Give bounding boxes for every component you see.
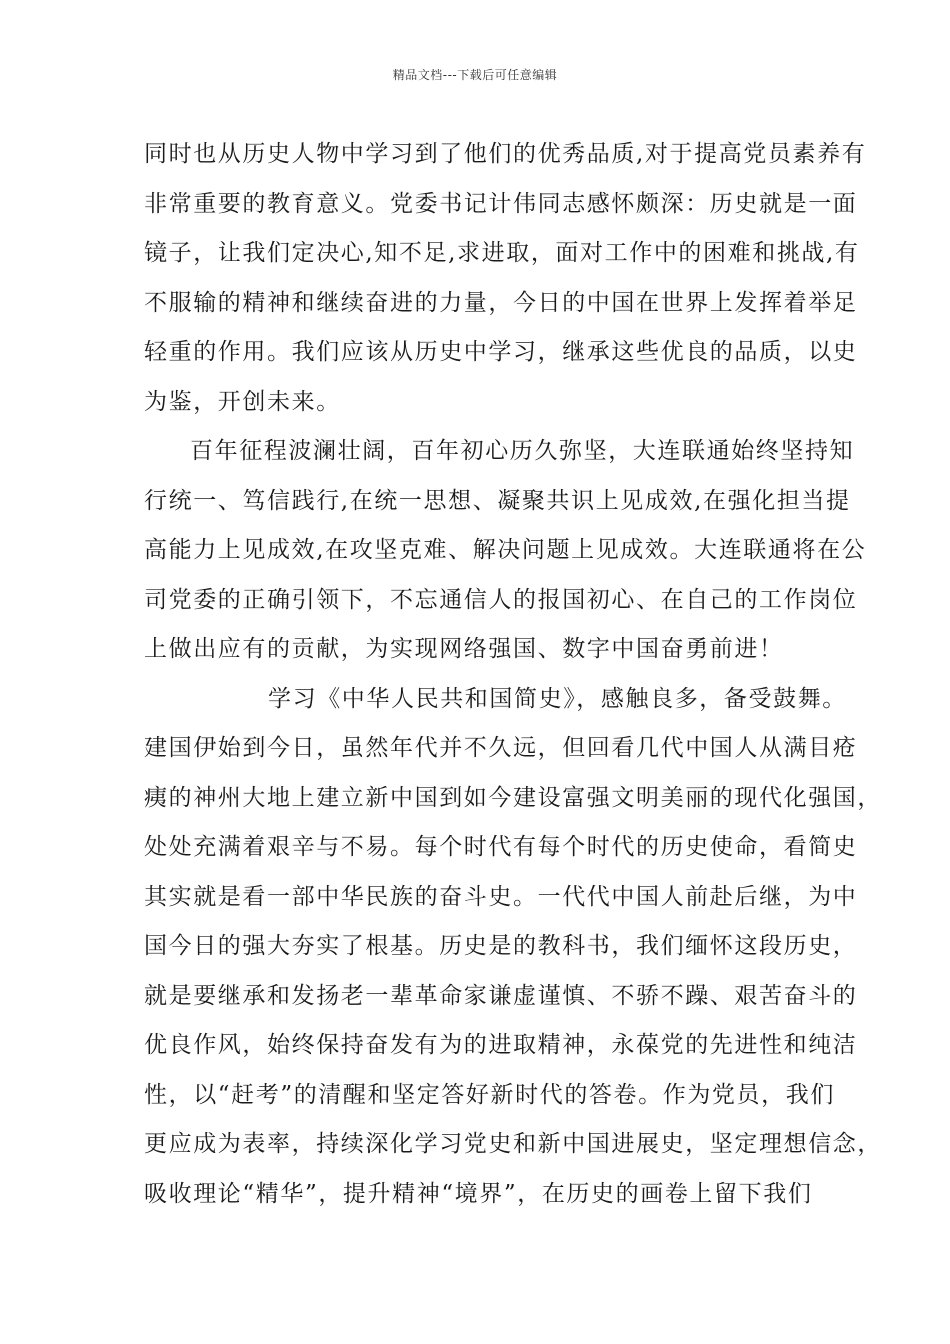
- paragraph-start-line: 学习《中华人民共和国简史》，感触良多，备受鼓舞。: [268, 685, 847, 712]
- text-line: 为鉴，开创未来。: [144, 388, 341, 415]
- text-line: 痍的神州大地上建立新中国到如今建设富强文明美丽的现代化强国，: [144, 784, 882, 811]
- text-line: 性，以“赶考”的清醒和坚定答好新时代的答卷。作为党员，我们: [144, 1081, 835, 1108]
- text-line: 其实就是看一部中华民族的奋斗史。一代代中国人前赴后继，为中: [144, 883, 858, 910]
- document-body: [144, 130, 882, 1219]
- text-line: 同时也从历史人物中学习到了他们的优秀品质,对于提高党员素养有: [144, 141, 867, 167]
- text-line: 上做出应有的贡献，为实现网络强国、数字中国奋勇前进！: [144, 636, 784, 662]
- text-line: 镜子，让我们定决心,知不足,求进取，面对工作中的困难和挑战,有: [144, 240, 860, 266]
- text-line: 建国伊始到今日，虽然年代并不久远，但回看几代中国人从满目疮: [144, 735, 858, 761]
- text-line: 行统一、笃信践行,在统一思想、凝聚共识上见成效,在强化担当提: [144, 487, 851, 514]
- paragraph-start-line: 百年征程波澜壮阔，百年初心历久弥坚，大连联通始终坚持知: [190, 438, 855, 464]
- text-line: 处处充满着艰辛与不易。每个时代有每个时代的历史使命，看简史: [144, 834, 858, 860]
- text-line: 不服输的精神和继续奋进的力量，今日的中国在世界上发挥着举足: [144, 289, 858, 316]
- page-header: 精品文档---下载后可任意编辑: [392, 68, 558, 82]
- text-line: 司党委的正确引领下，不忘通信人的报国初心、在自己的工作岗位: [144, 586, 858, 613]
- text-line: 吸收理论“精华”，提升精神“境界”，在历史的画卷上留下我们: [144, 1180, 813, 1207]
- text-line: 高能力上见成效,在攻坚克难、解决问题上见成效。大连联通将在公: [144, 537, 867, 563]
- text-line: 就是要继承和发扬老一辈革命家谦虚谨慎、不骄不躁、艰苦奋斗的: [144, 982, 858, 1009]
- text-line: 国今日的强大夯实了根基。历史是的教科书，我们缅怀这段历史，: [144, 933, 858, 959]
- text-line: 非常重要的教育意义。党委书记计伟同志感怀颇深：历史就是一面: [144, 190, 858, 217]
- text-line: 更应成为表率，持续深化学习党史和新中国进展史，坚定理想信念，: [144, 1131, 882, 1157]
- text-line: 优良作风，始终保持奋发有为的进取精神，永葆党的先进性和纯洁: [144, 1032, 858, 1058]
- text-line: 轻重的作用。我们应该从历史中学习，继承这些优良的品质，以史: [144, 339, 858, 365]
